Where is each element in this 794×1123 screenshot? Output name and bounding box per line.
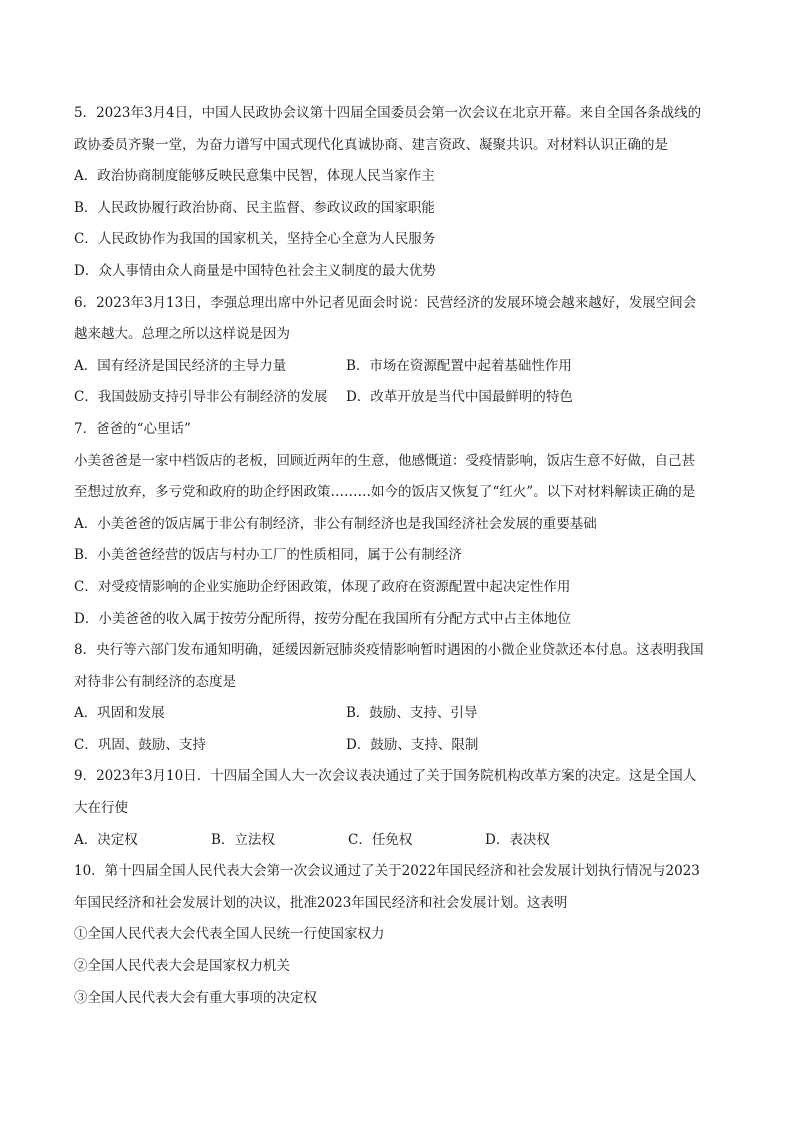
question-stem-line: 10．第十四届全国人民代表大会第一次会议通过了关于2022年国民经济和社会发展计划执行情况与2023	[74, 863, 700, 880]
statement-3: ③全国人民代表大会有重大事项的决定权	[74, 989, 317, 1006]
question-stem-line: 至想过放弃，多亏党和政府的助企纾困政策………如今的饭店又恢复了“红火”。以下对材料解读正确的是	[74, 484, 696, 501]
option-c: C．人民政协作为我国的国家机关，坚持全心全意为人民服务	[74, 231, 436, 248]
option-c: C．巩固、鼓励、支持	[74, 736, 206, 753]
question-5	[74, 98, 722, 288]
option-a: A．政治协商制度能够反映民意集中民智，体现人民当家作主	[74, 168, 435, 185]
option-row	[74, 730, 722, 762]
option-row	[74, 698, 722, 730]
question-stem-line: 8．央行等六部门发布通知明确，延缓因新冠肺炎疫情影响暂时遇困的小微企业贷款还本付息。这表明我国	[74, 642, 704, 659]
option-a: A．国有经济是国民经济的主导力量	[74, 357, 287, 374]
option-b: B．人民政协履行政治协商、民主监督、参政议政的国家职能	[74, 199, 435, 216]
question-stem-line: 年国民经济和社会发展计划的决议，批准2023年国民经济和社会发展计划。这表明	[74, 894, 568, 911]
option-a: A．小美爸爸的饭店属于非公有制经济，非公有制经济也是我国经济社会发展的重要基础	[74, 515, 597, 532]
option-c: C．我国鼓励支持引导非公有制经济的发展	[74, 389, 328, 406]
statement-1: ①全国人民代表大会代表全国人民统一行使国家权力	[74, 926, 385, 943]
statement-2: ②全国人民代表大会是国家权力机关	[74, 958, 290, 975]
option-a: A．巩固和发展	[74, 705, 165, 722]
option-row	[74, 351, 722, 383]
question-stem-line: 政协委员齐聚一堂，为奋力谱写中国式现代化真诚协商、建言资政、凝聚共识。对材料认识正确的是	[74, 136, 668, 153]
question-stem-line: 对待非公有制经济的态度是	[74, 673, 236, 690]
option-c: C．对受疫情影响的企业实施助企纾困政策，体现了政府在资源配置中起决定性作用	[74, 578, 571, 595]
option-b: B．市场在资源配置中起着基础性作用	[346, 357, 572, 374]
question-stem-line: 小美爸爸是一家中档饭店的老板，回顾近两年的生意，他感慨道：受疫情影响，饭店生意不好做，自己甚	[74, 452, 695, 469]
option-row	[74, 825, 722, 857]
option-d: D．改革开放是当代中国最鲜明的特色	[346, 389, 573, 406]
option-b: B．鼓励、支持、引导	[346, 705, 478, 722]
option-b: B．小美爸爸经营的饭店与村办工厂的性质相同，属于公有制经济	[74, 547, 462, 564]
option-a: A．决定权	[74, 831, 138, 848]
question-stem-line: 5．2023年3月4日，中国人民政协会议第十四届全国委员会第一次会议在北京开幕。来自全国各条战线的	[74, 105, 702, 121]
option-d: D．小美爸爸的收入属于按劳分配所得，按劳分配在我国所有分配方式中占主体地位	[74, 610, 571, 627]
question-9	[74, 761, 722, 856]
option-row	[74, 382, 722, 414]
option-b: B．立法权	[211, 831, 275, 848]
question-stem-line: 9．2023年3月10日．十四届全国人大一次会议表决通过了关于国务院机构改革方案的决定。这是全国人	[74, 768, 697, 785]
option-d: D．众人事情由众人商量是中国特色社会主义制度的最大优势	[74, 262, 436, 279]
question-stem-line: 大在行使	[74, 800, 128, 817]
option-d: D．鼓励、支持、限制	[346, 736, 479, 753]
question-10	[74, 856, 722, 1014]
question-8	[74, 635, 722, 761]
question-stem-line: 越来越大。总理之所以这样说是因为	[74, 326, 290, 343]
question-stem-line: 6．2023年3月13日，李强总理出席中外记者见面会时说：民营经济的发展环境会越来越好，发展空间会	[74, 294, 697, 311]
question-6	[74, 288, 722, 414]
question-7	[74, 414, 722, 635]
option-c: C．任免权	[348, 831, 413, 848]
option-d: D．表决权	[485, 831, 550, 848]
question-title: 7．爸爸的“心里话”	[74, 420, 191, 437]
